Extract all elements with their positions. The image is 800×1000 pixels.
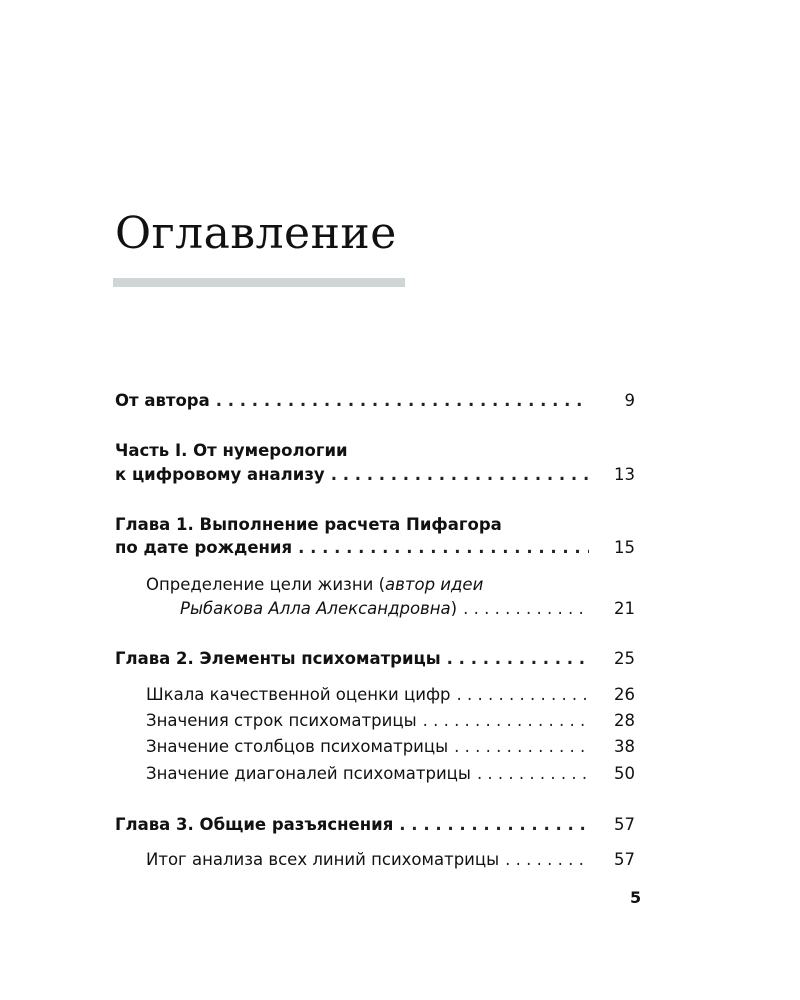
toc-page-number: 15 (614, 538, 635, 557)
subentry-italic-author: Рыбакова Алла Александровна (180, 599, 451, 618)
toc-subentry[interactable] (146, 735, 635, 759)
toc-subentry[interactable] (146, 683, 635, 707)
toc-page-number: 13 (614, 465, 635, 484)
toc-entry-ch1[interactable] (115, 536, 635, 560)
toc-entry-label: к цифровому анализу (115, 465, 325, 484)
toc-entry-label: Значение диагоналей психоматрицы (146, 764, 471, 783)
leader-dots (298, 536, 589, 560)
subentry-italic: автор идеи (385, 575, 484, 594)
toc-entry-part1[interactable] (115, 463, 635, 487)
page-number: 5 (630, 888, 642, 907)
toc-entry-label: Глава 3. Общие разъяснения (115, 815, 394, 834)
toc-entry-part1-line1: Часть I. От нумерологии (115, 441, 348, 460)
leader-dots (454, 735, 589, 759)
toc-subentry-purpose-line1 (146, 573, 483, 597)
toc-page-number: 57 (614, 850, 635, 869)
leader-dots (463, 597, 589, 621)
toc-page-number: 21 (614, 599, 635, 618)
toc-entry-ch3[interactable] (115, 813, 635, 837)
toc-entry-label: От автора (115, 391, 210, 410)
toc-entry-label: Глава 2. Элементы психоматрицы (115, 649, 441, 668)
toc-page-number: 50 (614, 764, 635, 783)
toc-entry-ch2[interactable] (115, 647, 635, 671)
toc-subentry-purpose[interactable] (180, 597, 635, 621)
subentry-close-paren: ) (450, 599, 458, 618)
leader-dots (423, 709, 589, 733)
toc-page-number: 26 (614, 685, 635, 704)
toc-entry-label: Итог анализа всех линий психоматрицы (146, 850, 500, 869)
leader-dots (505, 848, 589, 872)
leader-dots (477, 762, 589, 786)
toc-page-number: 9 (624, 391, 635, 410)
toc-entry-label: Значение столбцов психоматрицы (146, 737, 449, 756)
toc-entry-author[interactable] (115, 389, 635, 413)
leader-dots (447, 647, 589, 671)
toc-page-number: 38 (614, 737, 635, 756)
toc-subentry[interactable] (146, 709, 635, 733)
toc-entry-label (180, 597, 457, 621)
leader-dots (457, 683, 589, 707)
subentry-text: Определение цели жизни ( (146, 575, 386, 594)
leader-dots (216, 389, 589, 413)
toc-page-number: 57 (614, 815, 635, 834)
page-title: Оглавление (115, 208, 397, 259)
toc-page-number: 25 (614, 649, 635, 668)
toc-page-number: 28 (614, 711, 635, 730)
toc-entry-label: Шкала качественной оценки цифр (146, 685, 451, 704)
leader-dots (331, 463, 589, 487)
toc-entry-label: по дате рождения (115, 538, 293, 557)
leader-dots (399, 813, 589, 837)
toc-entry-ch1-line1: Глава 1. Выполнение расчета Пифагора (115, 515, 502, 534)
toc-entry-label: Значения строк психоматрицы (146, 711, 417, 730)
toc-subentry[interactable] (146, 848, 635, 872)
toc-subentry[interactable] (146, 762, 635, 786)
